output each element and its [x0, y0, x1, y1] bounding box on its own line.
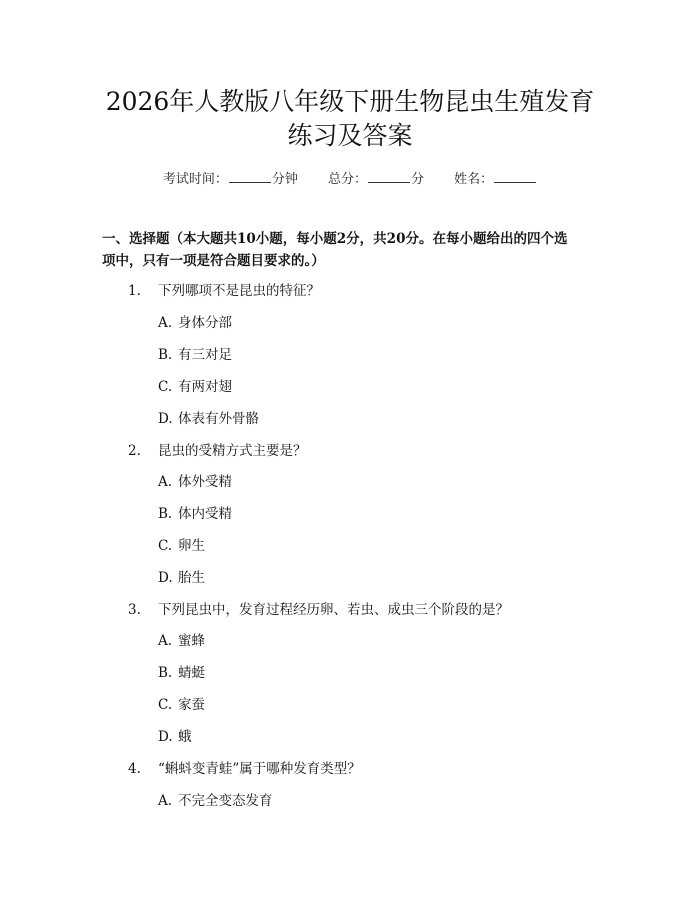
option-3d	[158, 728, 192, 746]
option-letter: D.	[158, 411, 173, 427]
question-1	[128, 282, 320, 300]
option-1a	[158, 314, 232, 332]
question-text: 下列哪项不是昆虫的特征？	[158, 283, 320, 299]
question-3	[128, 601, 509, 619]
option-text: 身体分部	[178, 315, 232, 331]
option-3c	[158, 696, 205, 714]
total-score-blank	[368, 170, 410, 183]
option-letter: A.	[158, 633, 173, 649]
option-2b	[158, 505, 232, 523]
option-2a	[158, 473, 232, 491]
option-2d	[158, 569, 205, 587]
student-name-label: 姓名：	[454, 172, 494, 187]
question-text: 昆虫的受精方式主要是？	[158, 443, 307, 459]
option-1d	[158, 410, 259, 428]
option-letter: C.	[158, 379, 173, 395]
option-text: 家蚕	[178, 697, 205, 713]
option-2c	[158, 537, 205, 555]
option-letter: D.	[158, 570, 173, 586]
question-number: 4.	[128, 761, 141, 777]
question-2	[128, 442, 307, 460]
option-1c	[158, 378, 232, 396]
option-3a	[158, 632, 205, 650]
exam-time-blank	[229, 170, 271, 183]
section-heading-line-2: 项中，只有一项是符合题目要求的。）	[102, 253, 325, 269]
option-letter: B.	[158, 665, 173, 681]
total-score-unit: 分	[411, 172, 425, 187]
option-letter: A.	[158, 793, 173, 809]
question-4	[128, 760, 361, 778]
option-3b	[158, 664, 205, 682]
option-text: 卵生	[178, 538, 205, 554]
exam-time-field	[163, 168, 298, 187]
option-text: 有三对足	[178, 347, 232, 363]
student-name-blank	[494, 170, 536, 183]
option-letter: B.	[158, 347, 173, 363]
option-letter: A.	[158, 474, 173, 490]
exam-time-label: 考试时间：	[162, 172, 228, 187]
section-heading-line-1: 一、选择题（本大题共10小题，每小题2分，共20分。在每小题给出的四个选	[102, 231, 568, 247]
option-text: 蜻蜓	[178, 665, 205, 681]
question-number: 3.	[128, 602, 141, 618]
page-title-line-1: 2026年人教版八年级下册生物昆虫生殖发育	[105, 87, 595, 116]
question-text: “蝌蚪变青蛙”属于哪种发育类型？	[158, 761, 361, 777]
option-letter: D.	[158, 729, 173, 745]
option-letter: A.	[158, 315, 173, 331]
option-text: 蜜蜂	[178, 633, 205, 649]
page-title-line-2: 练习及答案	[287, 121, 413, 150]
question-number: 2.	[128, 443, 141, 459]
option-1b	[158, 346, 232, 364]
option-text: 不完全变态发育	[178, 793, 273, 809]
exam-info-bar	[0, 168, 700, 187]
total-score-label: 总分：	[327, 172, 367, 187]
total-score-field	[328, 168, 424, 187]
option-4a	[158, 792, 273, 810]
option-text: 蛾	[178, 729, 192, 745]
question-number: 1.	[128, 283, 141, 299]
option-text: 胎生	[178, 570, 205, 586]
option-text: 体表有外骨骼	[178, 411, 259, 427]
option-text: 体外受精	[178, 474, 232, 490]
option-letter: C.	[158, 697, 173, 713]
exam-time-unit: 分钟	[271, 172, 298, 187]
option-letter: C.	[158, 538, 173, 554]
option-letter: B.	[158, 506, 173, 522]
question-text: 下列昆虫中，发育过程经历卵、若虫、成虫三个阶段的是？	[158, 602, 509, 618]
option-text: 体内受精	[178, 506, 232, 522]
option-text: 有两对翅	[178, 379, 232, 395]
student-name-field	[454, 168, 537, 187]
